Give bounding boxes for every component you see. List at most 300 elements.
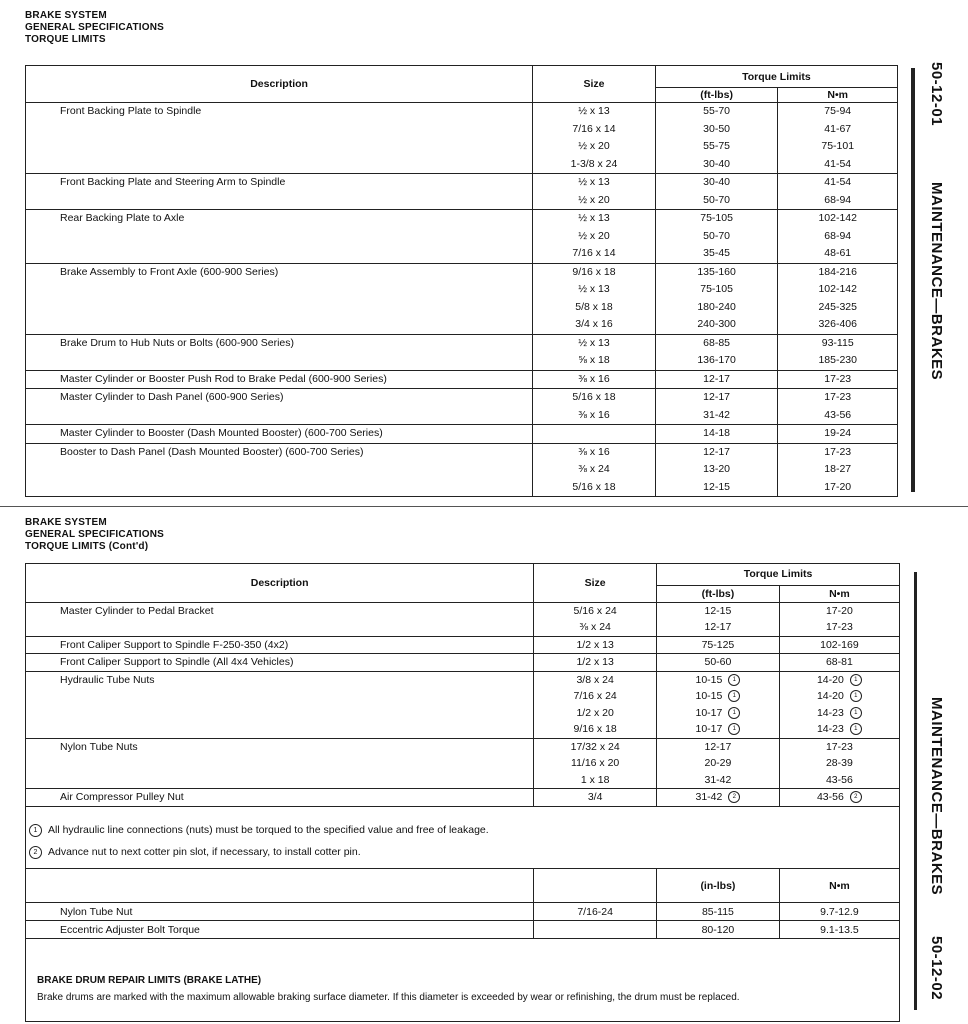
size xyxy=(537,245,651,263)
inlbs-cell: 80-120 xyxy=(657,921,780,939)
nm xyxy=(782,299,893,317)
ftlbs-value: 13-20 xyxy=(703,463,731,475)
table-row xyxy=(26,738,899,789)
nm xyxy=(784,721,895,738)
ftlbs-value: 50-70 xyxy=(703,229,731,242)
nm-value: 17-23 xyxy=(824,391,852,403)
description-text: Air Compressor Pulley Nut xyxy=(60,791,184,803)
ftlbs-cell xyxy=(655,370,778,389)
nm xyxy=(782,352,893,370)
size xyxy=(537,138,651,156)
description-text: Master Cylinder to Booster (Dash Mounted Booster) (600-700 Series) xyxy=(60,427,383,439)
ftlbs-value: 12-17 xyxy=(703,372,731,385)
nm-cell xyxy=(778,334,898,370)
size xyxy=(538,619,652,636)
size-cell xyxy=(534,602,657,636)
size-value: ½ x 13 xyxy=(578,336,610,349)
row-description xyxy=(26,389,533,425)
ftlbs xyxy=(660,174,774,192)
col-torque-limits: Torque Limits xyxy=(657,564,899,585)
nm xyxy=(782,281,893,299)
row-description xyxy=(26,174,533,210)
page-number-2: 50-12-02 xyxy=(928,936,945,1001)
size-cell xyxy=(533,425,656,444)
ftlbs-cell xyxy=(655,174,778,210)
ftlbs-value: 75-125 xyxy=(701,638,735,651)
size xyxy=(538,603,652,620)
size xyxy=(538,688,652,705)
page-number-1: 50-12-01 xyxy=(928,62,945,127)
drum-repair-section xyxy=(37,975,740,1003)
ftlbs-value: 10-17 xyxy=(695,723,723,735)
size-cell xyxy=(533,389,656,425)
size-value: ½ x 13 xyxy=(578,105,610,117)
nm-cell xyxy=(779,671,899,738)
ftlbs-value: 55-70 xyxy=(703,105,731,117)
size-value: 5/16 x 18 xyxy=(572,391,616,403)
col-nm: N•m xyxy=(779,585,899,602)
drum-title: BRAKE DRUM REPAIR LIMITS (BRAKE LATHE) xyxy=(37,975,262,986)
nm xyxy=(784,705,895,722)
nm-value: 43-56 xyxy=(825,773,853,786)
footnote-text: All hydraulic line connections (nuts) must be torqued to the specified value and free of leakage. xyxy=(48,824,489,836)
nm xyxy=(784,772,895,789)
nm-cell xyxy=(778,103,898,174)
size xyxy=(537,121,651,139)
table-row xyxy=(26,370,898,389)
note-marker-icon: 1 xyxy=(728,723,740,735)
inlbs-cell: 85-115 xyxy=(657,903,780,921)
description-text: Brake Assembly to Front Axle (600-900 Series) xyxy=(60,265,279,278)
table-row xyxy=(26,903,899,921)
ftlbs-value: 50-60 xyxy=(704,656,732,668)
description-text: Front Caliper Support to Spindle F-250-350 (4x2) xyxy=(60,638,289,651)
header-line: GENERAL SPECIFICATIONS xyxy=(25,22,165,33)
size xyxy=(537,228,651,246)
ftlbs xyxy=(660,228,774,246)
size xyxy=(537,281,651,299)
ftlbs xyxy=(661,705,775,722)
description-text: Hydraulic Tube Nuts xyxy=(60,673,155,686)
row-description: Nylon Tube Nut xyxy=(26,903,534,921)
nm-cell xyxy=(779,602,899,636)
section2-header xyxy=(25,517,164,553)
size-value: 9/16 x 18 xyxy=(573,723,617,735)
ftlbs xyxy=(660,299,774,317)
size-value: 1/2 x 20 xyxy=(576,706,614,719)
ftlbs-value: 31-42 xyxy=(695,791,723,803)
ftlbs-value: 50-70 xyxy=(703,193,731,206)
description-text: Rear Backing Plate to Axle xyxy=(60,212,185,224)
ftlbs-cell xyxy=(655,389,778,425)
nm xyxy=(782,389,893,407)
size xyxy=(537,352,651,370)
nm xyxy=(784,755,895,772)
ftlbs-cell xyxy=(655,263,778,334)
nm-cell xyxy=(778,425,898,444)
nm-cell xyxy=(779,789,899,807)
col-inlbs: (in-lbs) xyxy=(657,869,780,903)
nm-value: 41-67 xyxy=(824,122,852,135)
ftlbs-value: 55-75 xyxy=(703,140,731,152)
nm-value: 43-56 xyxy=(816,791,844,803)
ftlbs xyxy=(661,603,775,620)
size-value: ½ x 20 xyxy=(578,229,610,242)
nm xyxy=(784,619,895,636)
size xyxy=(537,479,651,497)
ftlbs xyxy=(661,789,775,806)
size-value: 1-3/8 x 24 xyxy=(570,157,618,170)
nm-value: 14-20 xyxy=(816,673,844,686)
table-row xyxy=(26,789,899,807)
nm xyxy=(782,138,893,156)
header-line: BRAKE SYSTEM xyxy=(25,10,107,21)
ftlbs xyxy=(660,210,774,228)
nm-value: 245-325 xyxy=(818,300,857,313)
footnotes xyxy=(25,819,489,863)
size-value: 17/32 x 24 xyxy=(570,740,620,753)
size-cell xyxy=(533,263,656,334)
ftlbs-value: 75-105 xyxy=(700,212,733,224)
size-cell xyxy=(533,174,656,210)
nm xyxy=(782,407,893,425)
size xyxy=(538,637,652,654)
ftlbs-cell xyxy=(657,671,780,738)
row-description: Eccentric Adjuster Bolt Torque xyxy=(26,921,534,939)
ftlbs xyxy=(660,479,774,497)
ftlbs xyxy=(660,138,774,156)
size-value: 5/16 x 18 xyxy=(572,480,616,493)
nm-value: 14-23 xyxy=(816,706,844,719)
ftlbs-value: 30-50 xyxy=(703,122,731,135)
size xyxy=(538,654,652,671)
nm-cell xyxy=(779,636,899,654)
ftlbs xyxy=(660,461,774,479)
nm xyxy=(782,479,893,497)
table-body xyxy=(26,903,899,939)
ftlbs-cell xyxy=(655,425,778,444)
nm xyxy=(782,335,893,353)
col-torque-limits: Torque Limits xyxy=(655,66,897,88)
nm-value: 43-56 xyxy=(824,408,852,421)
table-row xyxy=(26,654,899,672)
ftlbs xyxy=(660,444,774,462)
nm-value: 93-115 xyxy=(821,336,854,349)
row-description xyxy=(26,636,534,654)
nm-value: 14-23 xyxy=(816,723,844,735)
nm-value: 184-216 xyxy=(818,265,857,278)
ftlbs xyxy=(660,103,774,121)
table-body xyxy=(26,103,898,497)
size-cell xyxy=(533,334,656,370)
ftlbs xyxy=(661,619,775,636)
ftlbs xyxy=(661,755,775,772)
nm xyxy=(784,603,895,620)
nm xyxy=(782,245,893,263)
ftlbs-value: 136-170 xyxy=(697,354,736,366)
nm xyxy=(782,425,893,443)
ftlbs xyxy=(660,156,774,174)
nm-cell: 9.7-12.9 xyxy=(779,903,899,921)
description-text: Front Backing Plate and Steering Arm to Spindle xyxy=(60,176,286,188)
size xyxy=(537,389,651,407)
ftlbs-cell xyxy=(655,334,778,370)
ftlbs xyxy=(660,281,774,299)
size-value: 1/2 x 13 xyxy=(576,638,614,651)
row-description xyxy=(26,654,534,672)
table-row xyxy=(26,103,898,174)
col-size: Size xyxy=(534,564,657,602)
footnote xyxy=(25,841,489,863)
ftlbs-value: 10-15 xyxy=(695,690,723,702)
ftlbs-value: 68-85 xyxy=(703,336,731,349)
nm xyxy=(782,121,893,139)
description-text: Master Cylinder to Dash Panel (600-900 Series) xyxy=(60,391,284,403)
note-marker-icon: 1 xyxy=(29,824,42,837)
ftlbs xyxy=(660,121,774,139)
nm-value: 17-20 xyxy=(825,604,853,617)
table-row xyxy=(26,174,898,210)
size xyxy=(538,755,652,772)
ftlbs-value: 135-160 xyxy=(697,265,736,278)
size xyxy=(537,316,651,334)
row-description xyxy=(26,334,533,370)
size-value: ⅜ x 24 xyxy=(579,621,611,633)
size-value: ⅜ x 16 xyxy=(578,372,610,385)
ftlbs-value: 180-240 xyxy=(697,300,736,313)
nm xyxy=(782,228,893,246)
nm-value: 75-94 xyxy=(824,105,852,117)
nm-value: 326-406 xyxy=(818,318,857,330)
ftlbs xyxy=(661,672,775,689)
table-row xyxy=(26,389,898,425)
description-text: Brake Drum to Hub Nuts or Bolts (600-900 Series) xyxy=(60,336,295,349)
nm-value: 41-54 xyxy=(824,157,852,170)
section1-header xyxy=(25,10,164,46)
nm-value: 17-23 xyxy=(824,445,852,458)
nm-cell xyxy=(779,738,899,789)
size-value: ⅜ x 16 xyxy=(578,445,610,458)
nm-cell xyxy=(778,370,898,389)
nm-value: 102-169 xyxy=(820,638,859,651)
size-value: 7/16 x 14 xyxy=(572,247,616,259)
note-marker-icon: 2 xyxy=(850,791,862,803)
table-body xyxy=(26,602,899,806)
size xyxy=(538,721,652,738)
torque-table-1 xyxy=(25,65,898,497)
size xyxy=(537,407,651,425)
row-description xyxy=(26,738,534,789)
inlbs-table xyxy=(26,868,899,939)
nm xyxy=(784,739,895,756)
size-value: 3/8 x 24 xyxy=(576,673,614,686)
size-value: 7/16 x 14 xyxy=(572,122,616,135)
nm-value: 17-20 xyxy=(824,480,852,493)
nm xyxy=(784,688,895,705)
col-nm: N•m xyxy=(778,88,898,103)
ftlbs xyxy=(660,192,774,210)
note-marker-icon: 2 xyxy=(29,846,42,859)
row-description xyxy=(26,789,534,807)
note-marker-icon: 1 xyxy=(850,707,862,719)
description-text: Front Caliper Support to Spindle (All 4x4 Vehicles) xyxy=(60,656,294,668)
nm xyxy=(782,316,893,334)
size xyxy=(537,444,651,462)
size-cell xyxy=(534,921,657,939)
size-value: ½ x 13 xyxy=(578,283,610,295)
nm xyxy=(784,654,895,671)
ftlbs-value: 240-300 xyxy=(697,318,736,330)
size-value: 11/16 x 20 xyxy=(571,757,620,769)
ftlbs xyxy=(661,772,775,789)
nm-value: 102-142 xyxy=(818,212,857,224)
size-cell xyxy=(533,370,656,389)
size-value: 5/16 x 24 xyxy=(573,604,617,617)
size-value: 3/4 x 16 xyxy=(575,318,613,330)
size-cell: 7/16-24 xyxy=(534,903,657,921)
side-rule xyxy=(914,572,917,1010)
size xyxy=(538,672,652,689)
description-text: Master Cylinder or Booster Push Rod to Brake Pedal (600-900 Series) xyxy=(60,372,387,385)
nm-value: 14-20 xyxy=(816,690,844,702)
table-row xyxy=(26,210,898,264)
size-value: 3/4 xyxy=(587,791,603,803)
ftlbs-value: 14-18 xyxy=(703,427,731,439)
nm-value: 19-24 xyxy=(824,427,852,439)
ftlbs xyxy=(660,245,774,263)
col-ftlbs: (ft-lbs) xyxy=(655,88,778,103)
ftlbs-value: 30-40 xyxy=(703,157,731,170)
description-text: Master Cylinder to Pedal Bracket xyxy=(60,604,214,617)
ftlbs xyxy=(660,407,774,425)
ftlbs-cell xyxy=(657,789,780,807)
ftlbs-value: 20-29 xyxy=(704,757,732,769)
table-row xyxy=(26,334,898,370)
nm xyxy=(782,461,893,479)
size xyxy=(538,705,652,722)
row-description xyxy=(26,602,534,636)
size xyxy=(537,103,651,121)
table-row xyxy=(26,425,898,444)
row-description xyxy=(26,263,533,334)
description-text: Nylon Tube Nuts xyxy=(60,740,138,753)
size xyxy=(538,772,652,789)
size xyxy=(537,210,651,228)
side-title-1: MAINTENANCE—BRAKES xyxy=(928,182,945,381)
ftlbs-value: 35-45 xyxy=(703,247,731,259)
table-row xyxy=(26,636,899,654)
row-description xyxy=(26,103,533,174)
ftlbs-value: 75-105 xyxy=(700,283,733,295)
size xyxy=(537,335,651,353)
note-marker-icon: 1 xyxy=(728,690,740,702)
note-marker-icon: 2 xyxy=(728,791,740,803)
nm xyxy=(782,156,893,174)
side-title-2: MAINTENANCE—BRAKES xyxy=(928,697,945,896)
size-value: ⅝ x 18 xyxy=(578,354,610,366)
description-text: Front Backing Plate to Spindle xyxy=(60,105,202,117)
nm-value: 18-27 xyxy=(824,463,852,475)
ftlbs-cell xyxy=(655,103,778,174)
footnote xyxy=(25,819,489,841)
size xyxy=(538,739,652,756)
table-row xyxy=(26,921,899,939)
size xyxy=(537,299,651,317)
ftlbs xyxy=(661,688,775,705)
header-line: TORQUE LIMITS xyxy=(25,34,106,45)
size-value: ⅜ x 24 xyxy=(578,463,610,475)
size-cell xyxy=(534,671,657,738)
size-cell xyxy=(533,103,656,174)
col-description: Description xyxy=(26,66,533,103)
header-line: TORQUE LIMITS (Cont'd) xyxy=(25,541,149,552)
size xyxy=(537,174,651,192)
drum-text: Brake drums are marked with the maximum allowable braking surface diameter. If this diameter is exceeded by wear or refinishing, the drum must be replaced. xyxy=(37,992,740,1003)
nm xyxy=(784,637,895,654)
table-row xyxy=(26,671,899,738)
header-line: BRAKE SYSTEM xyxy=(25,517,107,528)
row-description xyxy=(26,425,533,444)
note-marker-icon: 1 xyxy=(728,674,740,686)
page-divider xyxy=(0,506,968,507)
row-description xyxy=(26,210,533,264)
nm xyxy=(782,174,893,192)
size-value: 7/16 x 24 xyxy=(573,690,617,702)
nm xyxy=(782,264,893,282)
size-cell xyxy=(534,636,657,654)
nm-cell xyxy=(778,263,898,334)
nm-value: 68-94 xyxy=(824,229,852,242)
size-value: ½ x 13 xyxy=(578,176,610,188)
ftlbs-value: 31-42 xyxy=(703,408,731,421)
col-ftlbs: (ft-lbs) xyxy=(657,585,780,602)
size-value: 1 x 18 xyxy=(580,773,610,786)
nm-value: 68-94 xyxy=(824,193,852,206)
ftlbs xyxy=(660,316,774,334)
ftlbs-cell xyxy=(657,602,780,636)
ftlbs-value: 12-17 xyxy=(703,445,731,458)
ftlbs-cell xyxy=(657,654,780,672)
table-row xyxy=(26,602,899,636)
nm xyxy=(782,444,893,462)
ftlbs xyxy=(660,389,774,407)
ftlbs xyxy=(660,425,774,443)
ftlbs xyxy=(661,739,775,756)
row-description xyxy=(26,671,534,738)
col-description: Description xyxy=(26,564,534,602)
header-line: GENERAL SPECIFICATIONS xyxy=(25,529,165,540)
size-cell xyxy=(533,443,656,497)
nm-cell xyxy=(778,443,898,497)
nm xyxy=(784,789,895,806)
ftlbs-cell xyxy=(657,636,780,654)
nm-value: 28-39 xyxy=(825,757,853,769)
nm-cell xyxy=(778,389,898,425)
ftlbs-value: 30-40 xyxy=(703,176,731,188)
side-rule xyxy=(911,68,915,492)
size xyxy=(537,264,651,282)
size xyxy=(537,156,651,174)
nm-value: 75-101 xyxy=(821,140,855,152)
note-marker-icon: 1 xyxy=(850,674,862,686)
ftlbs-value: 12-17 xyxy=(704,740,732,753)
size-value: 5/8 x 18 xyxy=(575,300,613,313)
ftlbs-cell xyxy=(655,443,778,497)
size-value: ⅜ x 16 xyxy=(578,408,610,421)
nm-cell xyxy=(778,210,898,264)
nm xyxy=(782,103,893,121)
ftlbs-cell xyxy=(655,210,778,264)
